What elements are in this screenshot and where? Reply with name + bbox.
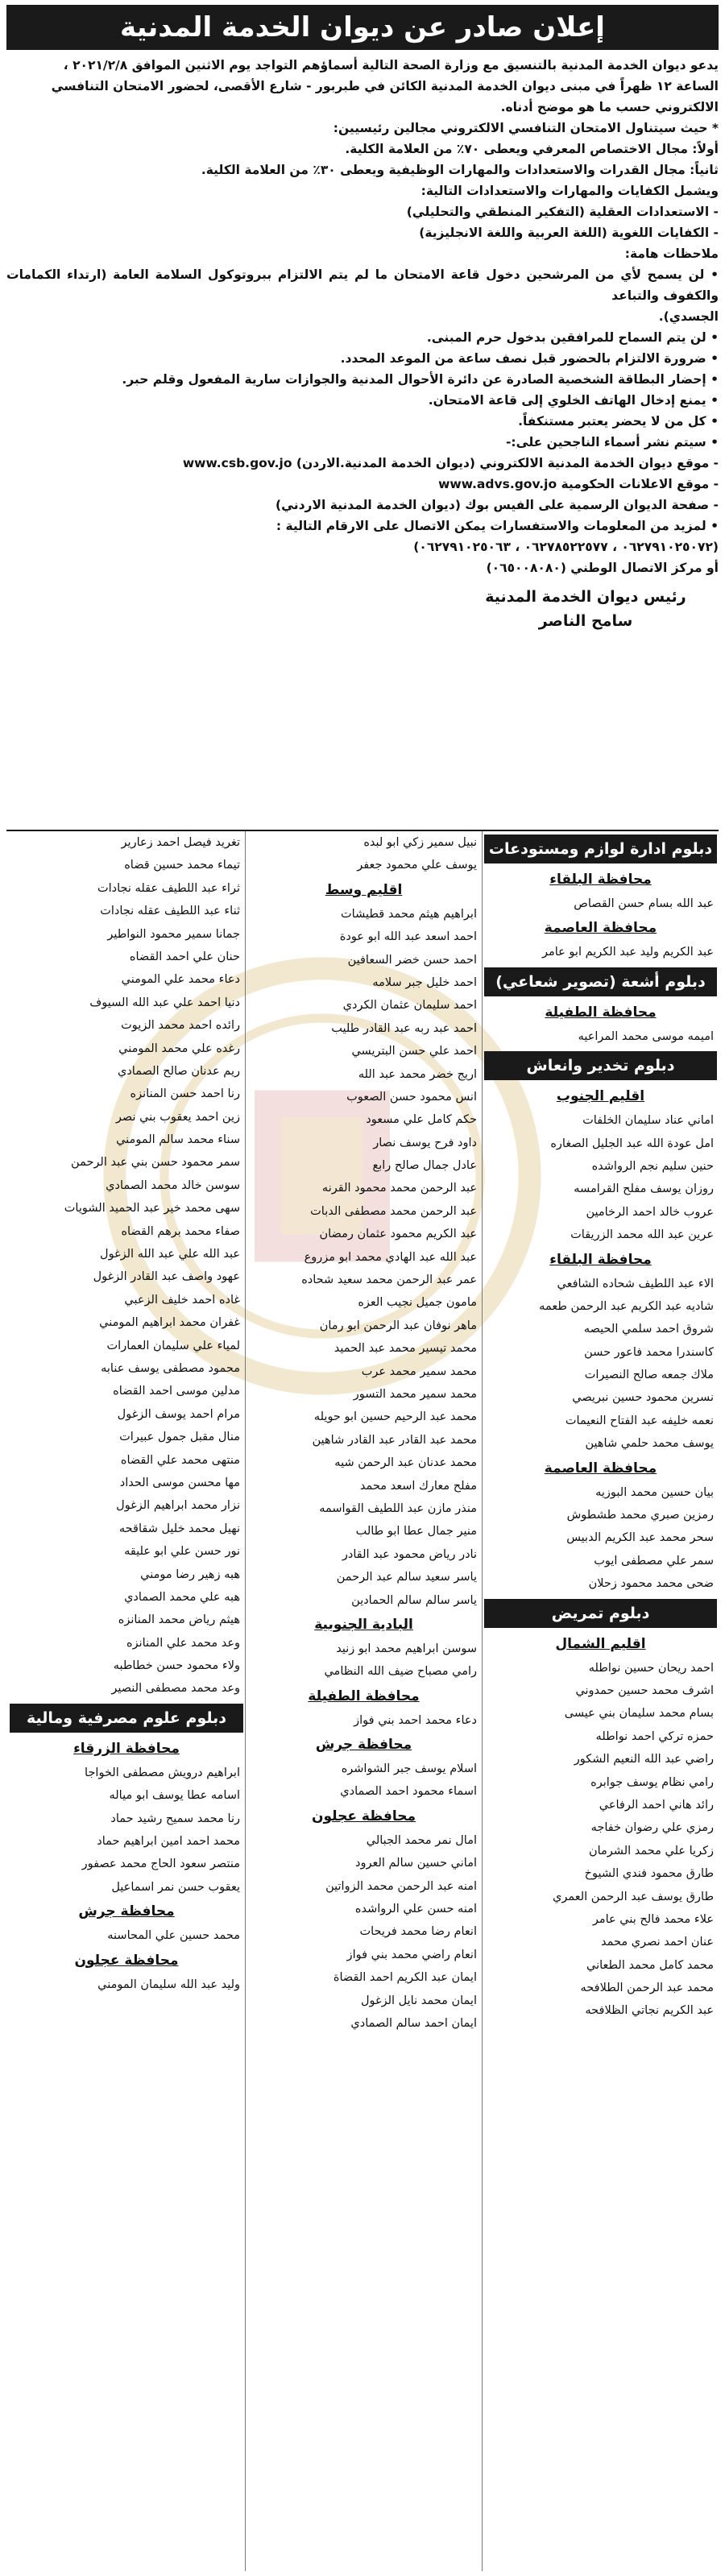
region-heading: محافظة جرش <box>315 1737 412 1754</box>
candidate-name: عبد الرحمن محمد محمود القرنه <box>321 1182 477 1195</box>
candidate-name: ايمان محمد نايل الزغول <box>361 1994 477 2007</box>
site-line <box>6 453 719 474</box>
candidate-name: بيان حسين محمد البوزيه <box>595 1485 714 1499</box>
candidate-name: امل عودة الله عبد الجليل الصغاره <box>550 1137 714 1150</box>
diploma-section-title: دبلوم أشعة (تصوير شعاعي) <box>484 967 717 996</box>
intro-line: - الاستعدادات العقلية (التفكير المنطقي والتحليلي) <box>406 205 719 219</box>
candidate-name: روزان يوسف مفلح القرامسه <box>574 1182 714 1196</box>
candidate-name: نعمه خليفه عبد الفتاح النعيمات <box>565 1414 714 1427</box>
candidate-name: رمزي علي رضوان خفاجه <box>590 1821 714 1835</box>
candidate-name: عهود واصف عبد القادر الزغول <box>93 1270 240 1284</box>
candidate-name: ثراء عبد اللطيف عقله نجادات <box>97 881 240 895</box>
intro-line: أو مركز الاتصال الوطني (٠٦٥٠٠٨٠٨٠) <box>486 561 719 575</box>
candidate-name: اسماء محمود احمد الصمادي <box>340 1785 477 1799</box>
intro-line: • كل من لا يحضر يعتبر مستنكفاً. <box>518 414 719 429</box>
candidate-name: عبد الله علي عبد الله الزغول <box>100 1248 240 1261</box>
candidate-name: مدلين موسى احمد القضاه <box>113 1385 240 1398</box>
candidate-name: ثناء عبد اللطيف عقله نجادات <box>100 905 240 918</box>
candidate-name: حنان علي احمد القضاه <box>129 950 240 963</box>
candidate-name: اسامه عطا يوسف ابو مياله <box>109 1789 240 1803</box>
candidate-name: شروق احمد سلمي الحيصه <box>583 1323 714 1336</box>
candidate-name: جمانا سمير محمود النواطير <box>107 927 240 941</box>
candidate-name: احمد سليمان عثمان الكردي <box>342 999 477 1013</box>
candidate-list <box>246 1829 482 2036</box>
candidate-name: رنا محمد سميح رشيد حماد <box>110 1812 240 1825</box>
candidate-name: محمد حسين علي المحاسنه <box>107 1929 240 1943</box>
region-heading: اقليم الجنوب <box>556 1088 645 1105</box>
candidate-name: رنا احمد حسن المنانزه <box>130 1087 240 1101</box>
candidate-name: امال نمر محمد الجبالي <box>366 1833 477 1847</box>
region-heading: محافظة البلقاء <box>549 1251 652 1268</box>
candidate-columns <box>6 830 719 2571</box>
candidate-name: دعاء محمد احمد بني فواز <box>354 1713 477 1727</box>
candidate-list <box>246 1758 482 1804</box>
candidate-name: ولاء محمود حسن خطاطبه <box>113 1659 240 1673</box>
intro-line: • سيتم نشر أسماء الناجحين على:- <box>506 435 719 449</box>
candidate-name: احمد حسن خضر السعافين <box>347 953 477 967</box>
region-heading: البادية الجنوبية <box>314 1616 413 1633</box>
candidate-name: شاديه عبد الكريم عبد الرحمن طعمه <box>539 1299 714 1313</box>
candidate-name: اشرف محمد حسين حمدوني <box>575 1684 714 1697</box>
candidate-name: عنان احمد نصري محمد <box>601 1936 714 1949</box>
candidate-name: احمد علي حسن البتريسي <box>351 1045 477 1058</box>
region-heading: محافظة عجلون <box>74 1952 179 1969</box>
region-heading: محافظة الزرقاء <box>73 1740 180 1757</box>
candidate-name: ملاك جمعه صالح النصيرات <box>584 1369 714 1382</box>
intro-line: • إحضار البطاقة الشخصية الصادرة عن دائرة الأحوال المدنية والجوازات سارية المفعول وقلم حبر. <box>122 372 719 387</box>
candidate-name: ماهر نوفان عبد الرحمن ابو رمان <box>319 1319 477 1332</box>
region-heading: محافظة جرش <box>78 1903 175 1920</box>
candidate-list <box>483 1273 719 1456</box>
candidate-name: صفاء محمد برهم القضاه <box>121 1224 240 1238</box>
candidate-name: اسلام يوسف جبر الشواشره <box>341 1762 477 1776</box>
site-url[interactable]: www.advs.gov.jo <box>438 477 557 491</box>
site-line <box>6 474 719 495</box>
candidate-name: نادر رياض محمود عبد القادر <box>342 1547 477 1561</box>
candidate-name: علاء محمد فالح بني عامر <box>592 1912 714 1926</box>
candidate-name: طارق محمود فندي الشيوخ <box>584 1867 714 1881</box>
candidate-list <box>483 1109 719 1246</box>
candidate-name: ياسر سالم سالم الحمادين <box>351 1593 477 1607</box>
candidate-name: عمر عبد الرحمن محمد سعيد شحاده <box>301 1274 477 1287</box>
candidate-name: محمد عبد القادر عبد القادر شاهين <box>312 1433 477 1447</box>
candidate-list <box>483 892 719 915</box>
candidate-name: احمد خليل جبر سلامه <box>372 975 477 989</box>
candidate-name: محمد احمد امين ابراهيم حماد <box>97 1835 240 1849</box>
candidate-name: بسام محمد سليمان بني عيسى <box>564 1707 714 1721</box>
candidate-name: منذر مازن عبد اللطيف القواسمه <box>319 1501 477 1515</box>
candidate-name: حكم كامل علي مسعود <box>366 1113 477 1127</box>
candidate-list <box>246 1638 482 1684</box>
region-heading: محافظة عجلون <box>311 1808 416 1824</box>
candidate-list <box>483 941 719 963</box>
signature-title: رئيس ديوان الخدمة المدنية <box>485 588 686 606</box>
candidate-name: نهيل محمد خليل شقاقحه <box>118 1522 240 1535</box>
candidate-name: نبيل سمير زكي ابو لبده <box>363 836 477 849</box>
intro-line: - الكفايات اللغوية (اللغة العربية واللغة الانجليزية) <box>419 226 719 240</box>
candidate-list <box>483 1657 719 2023</box>
intro-line: الجسدي). <box>658 309 719 324</box>
candidate-name: غفران محمد ابراهيم المومني <box>99 1316 240 1330</box>
candidate-name: انس محمود حسن الصعوب <box>346 1090 477 1104</box>
candidate-name: اماني عناد سليمان الخلفات <box>582 1114 714 1128</box>
candidate-name: محمود مصطفى يوسف عنابه <box>101 1361 240 1375</box>
candidate-name: منير جمال عطا ابو طالب <box>355 1525 477 1539</box>
intro-line: ويشمل الكفايات والمهارات والاستعدادات التالية: <box>420 184 719 198</box>
candidate-list <box>483 1481 719 1596</box>
candidate-name: عرين عبد الله محمد الزريقات <box>570 1228 714 1242</box>
candidate-name: هبه علي محمد الصمادي <box>124 1590 240 1604</box>
list-column <box>482 831 719 2571</box>
region-heading: اقليم وسط <box>325 881 403 898</box>
candidate-name: سوسن ابراهيم محمد ابو زنيد <box>336 1642 477 1655</box>
candidate-name: نزار محمد ابراهيم الزغول <box>116 1499 240 1513</box>
candidate-name: ضحى محمد محمود زحلان <box>588 1577 714 1591</box>
candidate-name: محمد سمير محمد التسور <box>353 1387 477 1401</box>
intro-line: يدعو ديوان الخدمة المدنية بالتنسيق مع وزارة الصحة التالية أسماؤهم التواجد يوم الاثنين الموافق ٢٠٢١/٢/٨ ، <box>63 58 719 72</box>
candidate-name: احمد اسعد عبد الله ابو عودة <box>339 930 477 944</box>
region-heading: محافظة الطفيلة <box>545 1004 657 1021</box>
candidate-list <box>246 831 482 877</box>
candidate-name: منال مقبل جمول عبيرات <box>119 1431 240 1444</box>
candidate-name: عادل جمال صالح رابع <box>372 1159 477 1173</box>
candidate-name: هيثم رياض محمد المنانزه <box>118 1613 240 1627</box>
candidate-name: محمد تيسير محمد عبد الحميد <box>334 1342 477 1356</box>
candidate-name: طارق يوسف عبد الرحمن العمري <box>553 1890 714 1903</box>
region-heading: محافظة الطفيلة <box>308 1688 420 1704</box>
candidate-list <box>246 903 482 1612</box>
candidate-name: اريج خضر محمد عبد الله <box>358 1067 477 1081</box>
region-heading: اقليم الشمال <box>555 1635 646 1652</box>
candidate-name: عبد الله عبد الهادي محمد ابو مزروع <box>304 1250 477 1264</box>
list-column <box>245 831 482 2571</box>
diploma-section-title: دبلوم تخدير وانعاش <box>484 1051 717 1080</box>
candidate-name: ايمان عبد الكريم احمد القضاة <box>333 1971 477 1985</box>
intro-line: • يمنع إدخال الهاتف الخلوي إلى قاعة الامتحان. <box>428 393 719 408</box>
candidate-name: محمد كامل محمد الطعاني <box>586 1958 714 1972</box>
candidate-name: احمد ريحان حسين نواطله <box>588 1661 714 1675</box>
candidate-list <box>8 1762 245 1899</box>
candidate-name: رغده علي محمد المومني <box>118 1042 240 1055</box>
intro-line: * حيث سيتناول الامتحان التنافسي الالكتروني مجالين رئيسيين: <box>333 121 719 135</box>
candidate-name: هبه زهير رضا مومني <box>140 1568 240 1581</box>
candidate-name: دنيا احمد علي عبد الله السيوف <box>89 996 240 1009</box>
candidate-name: داود فرح يوسف نصار <box>373 1136 477 1149</box>
candidate-name: تغريد فيصل احمد زعارير <box>121 836 240 849</box>
candidate-name: ياسر سعيد سالم عبد الرحمن <box>336 1571 477 1584</box>
candidate-name: راضي عبد الله النعيم الشكور <box>574 1753 714 1766</box>
candidate-name: ريم عدنان صالح الصمادي <box>117 1064 240 1078</box>
candidate-name: نسرين محمود حسين نبريصي <box>572 1391 714 1405</box>
candidate-name: وعد محمد علي المنانزه <box>126 1636 240 1650</box>
candidate-name: ايمان احمد سالم الصمادي <box>350 2016 477 2030</box>
candidate-name: منتهى محمد علي القضاه <box>120 1453 240 1467</box>
candidate-name: غاده احمد خليف الزعبي <box>124 1293 240 1307</box>
candidate-name: سمر علي مصطفى ايوب <box>594 1554 714 1568</box>
candidate-name: رائد هاني احمد الرفاعي <box>599 1798 714 1812</box>
candidate-name: كاسندرا محمد فاعور حسن <box>584 1345 714 1359</box>
candidate-name: سوسن خالد محمد الصمادي <box>106 1178 240 1192</box>
candidate-name: محمد سمير محمد عرب <box>361 1365 477 1378</box>
intro-line: • لن يتم السماح للمرافقين بدخول حرم المبنى. <box>426 330 719 345</box>
candidate-list <box>8 1973 245 1996</box>
candidate-name: يعقوب حسن نمر اسماعيل <box>111 1880 240 1894</box>
candidate-name: عبد الكريم محمود عثمان رمضان <box>319 1228 477 1241</box>
candidate-name: لمياء علي سليمان العمارات <box>106 1339 240 1352</box>
intro-line: • لمزيد من المعلومات والاستفسارات يمكن الاتصال على الارقام التالية : <box>276 519 719 533</box>
candidate-name: عبد الكريم نجاتي الظلافحه <box>585 2004 714 2018</box>
candidate-name: ابراهيم هيثم محمد قطيشات <box>341 907 477 921</box>
diploma-section-title: دبلوم ادارة لوازم ومستودعات <box>484 835 717 863</box>
candidate-name: تيماء محمد حسين قضاه <box>124 859 240 872</box>
candidate-name: سناء محمد سالم المومني <box>116 1133 240 1147</box>
candidate-name: رامي مصباح ضيف الله النظامي <box>324 1665 477 1679</box>
candidate-name: وعد محمد مصطفى النصير <box>111 1682 240 1696</box>
candidate-name: مفلح معارك اسعد محمد <box>359 1479 477 1493</box>
candidate-name: زين احمد يعقوب بني نصر <box>115 1110 240 1124</box>
candidate-name: منتصر سعود الحاج محمد عصفور <box>81 1857 240 1871</box>
candidate-name: مامون جميل نجيب العزه <box>358 1296 477 1310</box>
candidate-name: انعام رضا محمد فريحات <box>359 1925 477 1939</box>
candidate-name: محمد عبد الرحمن الطلافحه <box>580 1982 714 1995</box>
candidate-name: رائده احمد محمد الزيوت <box>121 1019 240 1033</box>
candidate-name: سمر محمود حسن بني عبد الرحمن <box>71 1156 240 1170</box>
candidate-name: عبد الرحمن محمد مصطفى الدبات <box>310 1204 477 1218</box>
candidate-name: رامي نظام يوسف جوابره <box>590 1775 714 1789</box>
candidate-name: دعاء محمد علي المومني <box>121 973 240 987</box>
candidate-name: مها محسن موسى الحداد <box>119 1476 240 1489</box>
candidate-list <box>8 1924 245 1947</box>
candidate-name: امنه حسن علي الرواشده <box>354 1903 477 1916</box>
intro-line: • ضرورة الالتزام بالحضور قبل نصف ساعة من الموعد المحدد. <box>340 351 719 366</box>
candidate-name: عبد الله بسام حسن القصاص <box>574 897 714 910</box>
candidate-name: انعام راضي محمد بني فواز <box>346 1948 477 1961</box>
candidate-name: زكريا علي محمد الشرمان <box>588 1844 714 1857</box>
candidate-name: عبد الكريم وليد عبد الكريم ابو عامر <box>541 946 714 959</box>
candidate-name: يوسف علي محمود جعفر <box>357 859 477 872</box>
region-heading: محافظة العاصمة <box>544 920 657 937</box>
candidate-name: امنه عبد الرحمن محمد الزواتين <box>325 1879 477 1893</box>
candidate-name: نور حسن علي ابو عليقه <box>124 1545 240 1559</box>
announcement-body <box>6 55 719 578</box>
candidate-name: يوسف محمد حلمي شاهين <box>585 1437 714 1451</box>
list-column <box>8 831 245 2571</box>
intro-line: (٠٦٢٧٩١٠٢٥٠٧٢ ، ٠٦٢٧٨٥٢٢٥٧٧ ، ٠٦٢٧٩١٠٢٥٠٦٣) <box>413 540 719 554</box>
signature-block <box>6 585 719 633</box>
region-heading: محافظة البلقاء <box>549 872 652 888</box>
intro-line: الالكتروني حسب ما هو موضح أدناه. <box>500 100 719 114</box>
candidate-name: وليد عبد الله سليمان المومني <box>97 1978 240 1991</box>
intro-line: ملاحظات هامة: <box>624 246 719 261</box>
candidate-name: احمد عبد ربه عبد القادر طليب <box>331 1021 477 1035</box>
candidate-list <box>483 1025 719 1048</box>
site-label: - موقع الاعلانات الحكومية <box>557 477 719 491</box>
candidate-name: ابراهيم درويش مصطفى الخواجا <box>85 1766 240 1779</box>
candidate-name: محمد عدنان عبد الرحمن شيه <box>334 1456 477 1470</box>
signature-name: سامح الناصر <box>538 612 633 630</box>
candidate-name: الاء عبد اللطيف شحاده الشافعي <box>557 1277 714 1290</box>
candidate-list <box>246 1709 482 1732</box>
candidate-name: محمد عبد الرحيم حسين ابو حويله <box>313 1410 477 1424</box>
candidate-name: سهى محمد خير عبد الحميد الشويات <box>64 1202 240 1216</box>
site-url[interactable]: www.csb.gov.jo <box>182 456 292 470</box>
candidate-name: اميمه موسى محمد المراعيه <box>578 1029 714 1043</box>
intro-line: أولاً: مجال الاختصاص المعرفي ويعطى ٧٠٪ من العلامة الكلية. <box>345 142 719 156</box>
candidate-name: سحر محمد عبد الكريم الدبيس <box>566 1531 714 1545</box>
site-label: - موقع ديوان الخدمة المدنية الالكتروني (ديوان الخدمة المدنية.الاردن) <box>292 456 719 470</box>
announcement-title: إعلان صادر عن ديوان الخدمة المدنية <box>6 5 719 50</box>
candidate-name: مرام احمد يوسف الزغول <box>117 1407 240 1421</box>
diploma-section-title: دبلوم تمريض <box>484 1599 717 1628</box>
intro-line: الساعة ١٢ ظهراً في مبنى ديوان الخدمة المدنية الكائن في طبربور - شارع الأقصى، لحضور الامتحان التنافسي <box>51 79 719 93</box>
region-heading: محافظة العاصمة <box>544 1460 657 1476</box>
intro-line: ثانياً: مجال القدرات والاستعدادات والمهارات الوظيفية ويعطى ٣٠٪ من العلامة الكلية. <box>201 163 719 177</box>
intro-line: - صفحة الديوان الرسمية على الفيس بوك (ديوان الخدمة المدنية الاردني) <box>276 498 719 512</box>
candidate-name: حمزه تركي احمد نواطله <box>595 1729 714 1743</box>
candidate-name: اماني حسين سالم العرود <box>354 1857 477 1870</box>
candidate-name: حنين سليم نجم الرواشده <box>591 1159 714 1173</box>
candidate-name: رمزين صبري محمد طشطوش <box>566 1509 714 1522</box>
candidate-list <box>8 831 245 1700</box>
diploma-section-title: دبلوم علوم مصرفية ومالية <box>10 1704 243 1733</box>
intro-line: • لن يسمح لأي من المرشحين دخول قاعة الامتحان ما لم يتم الالتزام ببروتوكول السلامة العامة (ارتداء الكمامات والكفوف والتباعد <box>6 267 719 303</box>
candidate-name: عروب خالد احمد الرخامين <box>586 1205 714 1219</box>
